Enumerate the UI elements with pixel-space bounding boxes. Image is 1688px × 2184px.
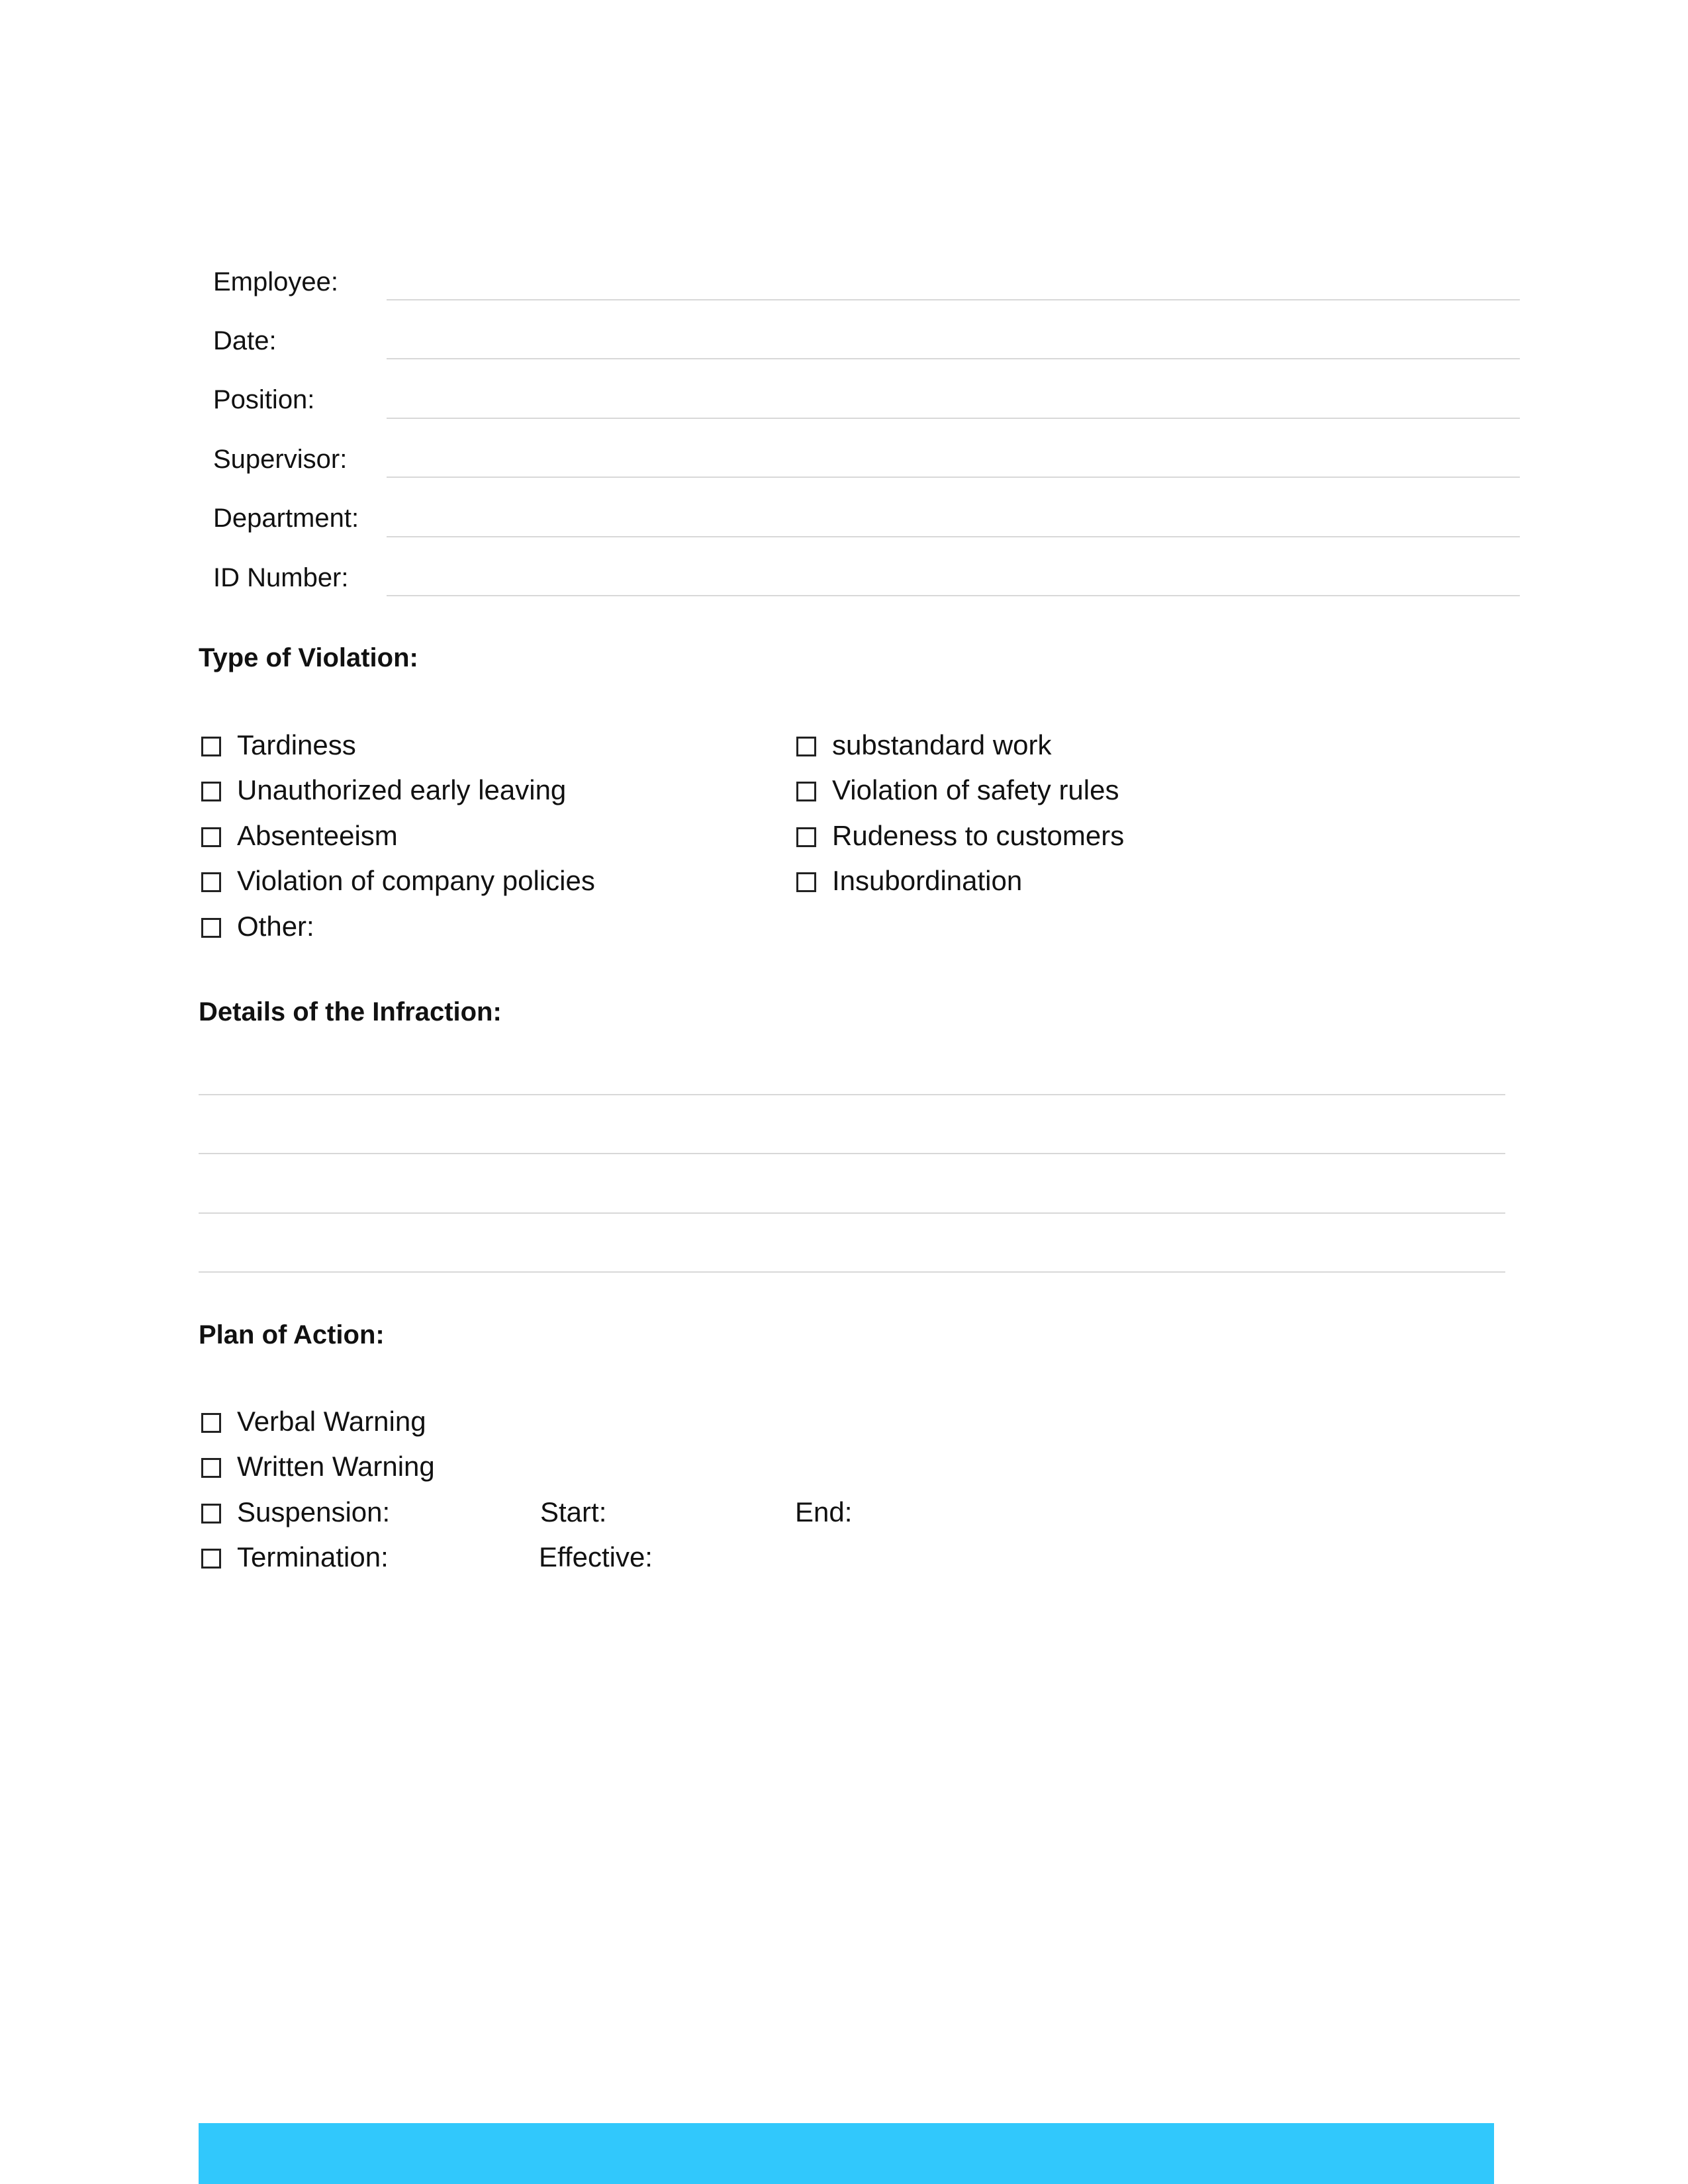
plan-option-termination[interactable]: Termination: bbox=[201, 1540, 389, 1574]
violation-option-other[interactable]: Other: bbox=[201, 909, 314, 944]
checkbox-icon[interactable] bbox=[201, 918, 221, 938]
checkbox-icon[interactable] bbox=[201, 1413, 221, 1433]
supervisor-input-line[interactable] bbox=[387, 477, 1520, 478]
violation-option-insubordination[interactable]: Insubordination bbox=[796, 864, 1022, 898]
checkbox-icon[interactable] bbox=[201, 872, 221, 892]
violation-option-substandard-work[interactable]: substandard work bbox=[796, 728, 1052, 762]
violation-option-absenteeism[interactable]: Absenteeism bbox=[201, 819, 398, 853]
violation-option-safety-rules[interactable]: Violation of safety rules bbox=[796, 773, 1119, 807]
violation-option-early-leaving[interactable]: Unauthorized early leaving bbox=[201, 773, 566, 807]
plan-option-suspension[interactable]: Suspension: bbox=[201, 1495, 390, 1529]
supervisor-label: Supervisor: bbox=[213, 445, 348, 474]
footer-accent-bar bbox=[199, 2123, 1494, 2184]
plan-option-written-warning[interactable]: Written Warning bbox=[201, 1449, 435, 1484]
details-line-1[interactable] bbox=[199, 1094, 1505, 1095]
checkbox-icon[interactable] bbox=[201, 827, 221, 847]
department-label: Department: bbox=[213, 504, 359, 533]
details-line-2[interactable] bbox=[199, 1153, 1505, 1154]
details-line-4[interactable] bbox=[199, 1271, 1505, 1273]
checkbox-icon[interactable] bbox=[201, 1504, 221, 1524]
checkbox-icon[interactable] bbox=[796, 782, 816, 801]
position-label: Position: bbox=[213, 385, 315, 414]
employee-label: Employee: bbox=[213, 267, 338, 296]
id-number-input-line[interactable] bbox=[387, 595, 1520, 596]
checkbox-icon[interactable] bbox=[796, 827, 816, 847]
suspension-end-label: End: bbox=[795, 1496, 853, 1527]
violation-option-company-policies[interactable]: Violation of company policies bbox=[201, 864, 595, 898]
suspension-start-label: Start: bbox=[540, 1496, 607, 1527]
violation-option-rudeness[interactable]: Rudeness to customers bbox=[796, 819, 1124, 853]
id-number-label: ID Number: bbox=[213, 563, 349, 592]
employee-input-line[interactable] bbox=[387, 299, 1520, 300]
checkbox-icon[interactable] bbox=[796, 737, 816, 756]
checkbox-icon[interactable] bbox=[796, 872, 816, 892]
date-input-line[interactable] bbox=[387, 358, 1520, 359]
position-input-line[interactable] bbox=[387, 418, 1520, 419]
details-heading: Details of the Infraction: bbox=[199, 997, 502, 1026]
checkbox-icon[interactable] bbox=[201, 737, 221, 756]
checkbox-icon[interactable] bbox=[201, 782, 221, 801]
checkbox-icon[interactable] bbox=[201, 1549, 221, 1569]
termination-effective-label: Effective: bbox=[539, 1541, 653, 1572]
checkbox-icon[interactable] bbox=[201, 1458, 221, 1478]
department-input-line[interactable] bbox=[387, 536, 1520, 537]
plan-option-verbal-warning[interactable]: Verbal Warning bbox=[201, 1404, 426, 1439]
plan-heading: Plan of Action: bbox=[199, 1320, 385, 1349]
date-label: Date: bbox=[213, 326, 277, 355]
violation-option-tardiness[interactable]: Tardiness bbox=[201, 728, 356, 762]
details-line-3[interactable] bbox=[199, 1212, 1505, 1214]
violation-heading: Type of Violation: bbox=[199, 643, 418, 672]
